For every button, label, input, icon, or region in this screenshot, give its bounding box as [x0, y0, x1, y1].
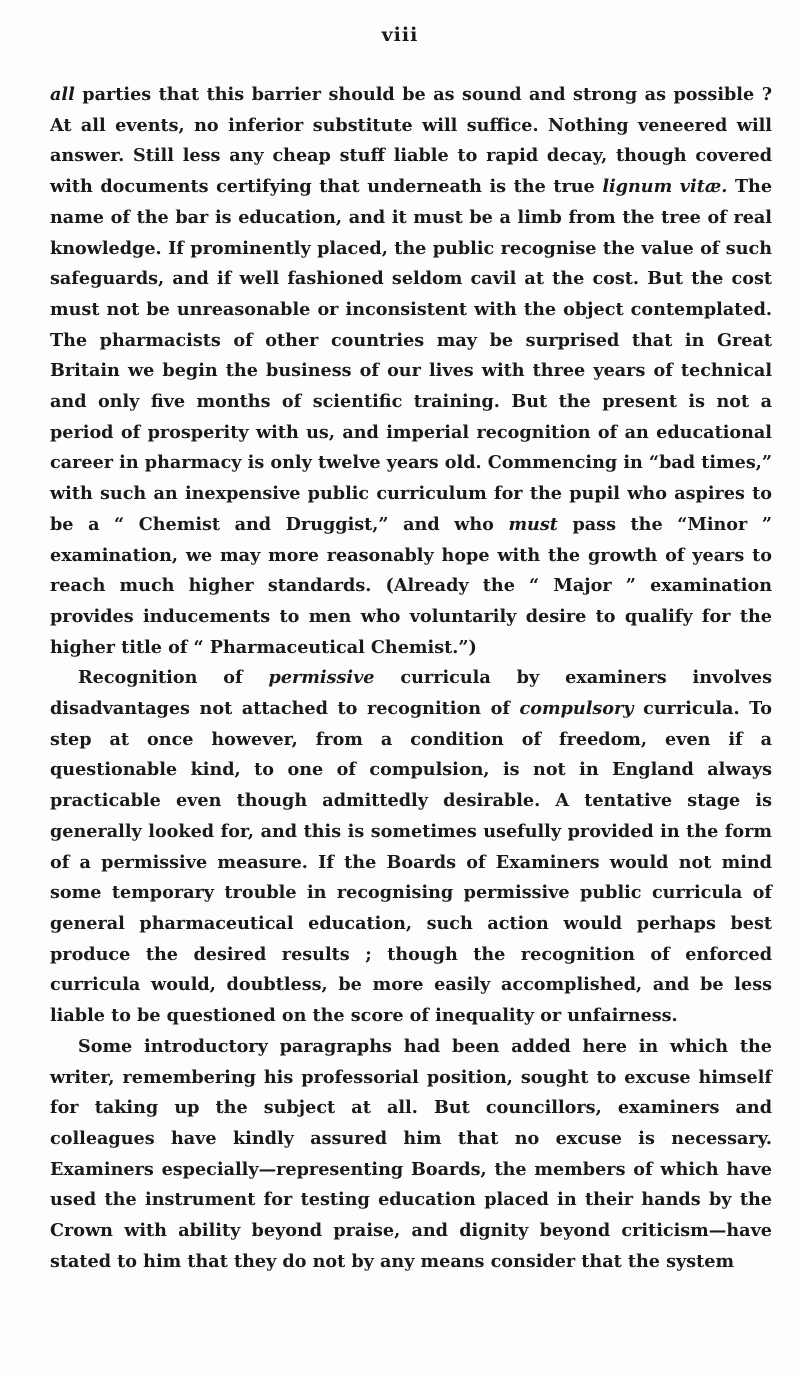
text-segment: all [50, 84, 75, 105]
paragraph-1 [50, 80, 772, 663]
text-segment: curricula by examiners involves disadvantages not attached to recognition of [50, 667, 772, 720]
text-segment: pass the “Minor ” examination, we may more reasonably hope with the growth of years to reach much higher standards. (Already the “ Major ” examination provides inducements to men who voluntarily desire to qualify for the higher title of “ Pharmaceutical Chemist.”) [50, 513, 772, 658]
page-number: viii [381, 24, 419, 46]
body-text [50, 80, 772, 1277]
text-segment: Recognition of [78, 667, 269, 689]
text-segment: parties that this barrier should be as sound and strong as possible ? At all events, no inferior substitute will suffice. Nothing veneered will answer. Still less any cheap stuff liable to rapid decay, though covered with documents certifying that underneath is the true [50, 84, 772, 198]
text-segment: The name of the bar is education, and it must be a limb from the tree of real knowledge. If prominently placed, the public recognise the value of such safeguards, and if well fashioned seldom cavil at the cost. But the cost must not be unreasonable or inconsistent with the object contemplated. The pharmacists of other countries may be surprised that in Great Britain we begin the business of our lives with three years of technical and only five months of scientific training. But the present is not a period of prosperity with us, and imperial recognition of an educational career in pharmacy is only twelve years old. Commencing in “bad times,” with such an inexpensive public curriculum for the pupil who aspires to be a “ Chemist and Druggist,” and who [50, 176, 773, 535]
text-segment: curricula. To step at once however, from a condition of freedom, even if a questionable kind, to one of compulsion, is not in England always practicable even though admittedly desirable. A tentative stage is generally looked for, and this is sometimes usefully provided in the form of a permissive measure. If the Boards of Examiners would not mind some temporary trouble in recognising permissive public curricula of general pharmaceutical education, such action would perhaps best produce the desired results ; though the recognition of enforced curricula would, doubtless, be more easily accomplished, and be less liable to be questioned on the score of inequality or unfairness. [50, 698, 772, 1027]
paragraph-3 [50, 1032, 772, 1278]
text-segment: compulsory [519, 698, 634, 720]
text-segment: must [508, 513, 558, 535]
text-segment: lignum vitæ. [602, 176, 728, 198]
text-segment: Some introductory paragraphs had been added here in which the writer, remembering his professorial position, sought to excuse himself for taking up the subject at all. But councillors, examiners and colleagues have kindly assured him that no excuse is necessary. Examiners especially—representing Boards, the members of which have used the instrument for testing education placed in their hands by the Crown with ability beyond praise, and dignity beyond criticism—have stated to him that they do not by any means consider that the system [50, 1035, 772, 1272]
text-segment: permissive [268, 667, 375, 689]
paragraph-2 [50, 663, 772, 1031]
